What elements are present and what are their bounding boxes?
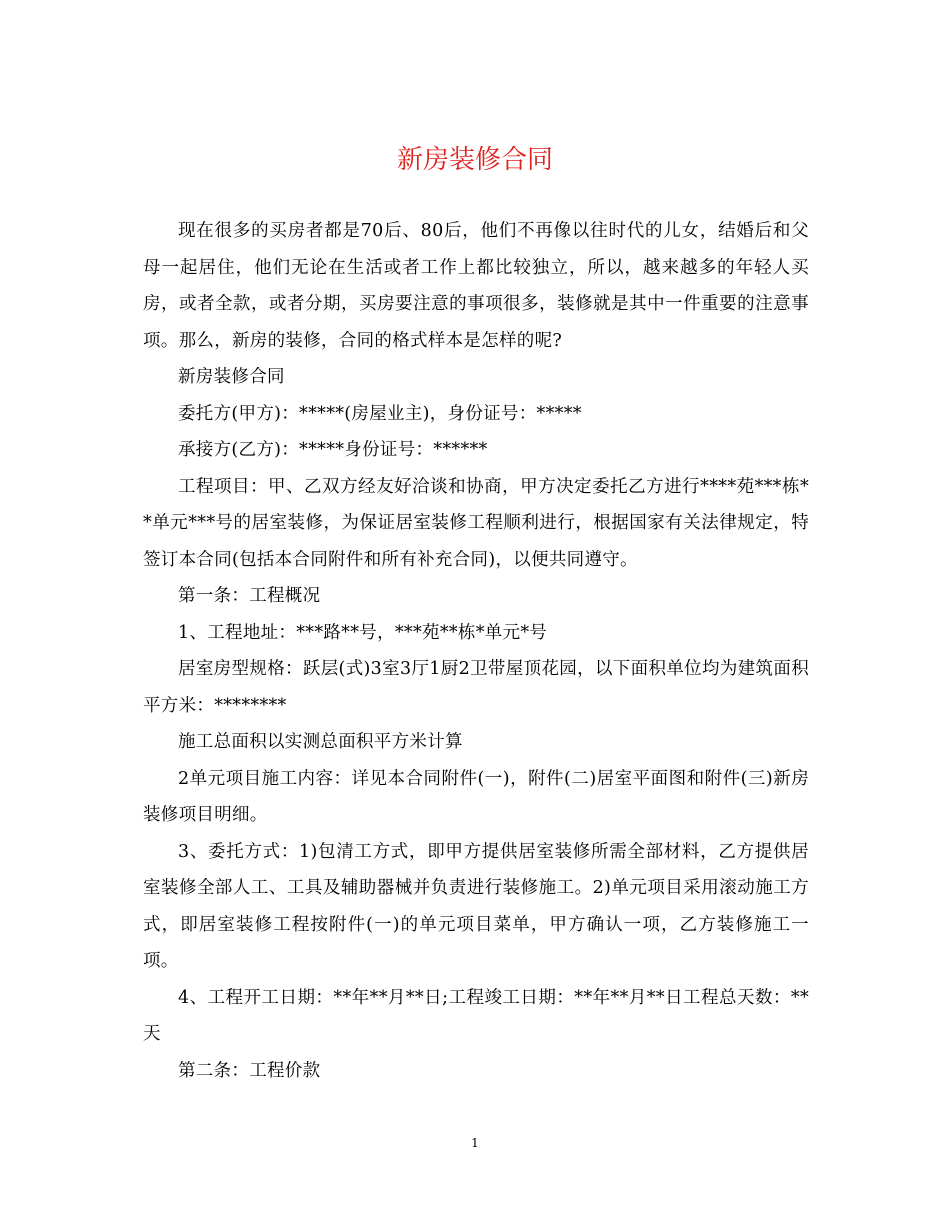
page-number: 1	[471, 1136, 479, 1150]
article-2-heading: 第二条：工程价款	[178, 1060, 321, 1081]
document-body	[143, 213, 809, 1089]
article-1-heading: 第一条：工程概况	[178, 586, 321, 606]
house-spec-paragraph: 居室房型规格：跃层(式)3室3厅1厨2卫带屋顶花园，以下面积单位均为建筑面积平方米：********	[143, 659, 809, 716]
project-paragraph: 工程项目：甲、乙双方经友好洽谈和协商，甲方决定委托乙方进行****苑***栋**单元***号的居室装修，为保证居室装修工程顺利进行，根据国家有关法律规定，特签订本合同(包括本合同附件和所有补充合同)，以便共同遵守。	[143, 476, 809, 570]
intro-paragraph: 现在很多的买房者都是70后、80后，他们不再像以往时代的儿女，结婚后和父母一起居住，他们无论在生活或者工作上都比较独立，所以，越来越多的年轻人买房，或者全款，或者分期，买房要注意的事项很多，装修就是其中一件重要的注意事项。那么，新房的装修，合同的格式样本是怎样的呢?	[143, 221, 809, 351]
commission-method-paragraph: 3、委托方式：1)包清工方式，即甲方提供居室装修所需全部材料，乙方提供居室装修全部人工、工具及辅助器械并负责进行装修施工。2)单元项目采用滚动施工方式，即居室装修工程按附件(一)的单元项目菜单，甲方确认一项，乙方装修施工一项。	[143, 841, 809, 971]
project-address-line: 1、工程地址：***路**号，***苑**栋*单元*号	[178, 622, 548, 643]
document-title: 新房装修合同	[396, 145, 553, 175]
schedule-paragraph: 4、工程开工日期：**年**月**日;工程竣工日期：**年**月**日工程总天数：**天	[143, 987, 809, 1044]
construction-area-line: 施工总面积以实测总面积平方米计算	[178, 732, 463, 752]
construction-content-paragraph: 2单元项目施工内容：详见本合同附件(一)，附件(二)居室平面图和附件(三)新房装修项目明细。	[143, 768, 809, 825]
party-a-line: 委托方(甲方)：*****(房屋业主)，身份证号：*****	[178, 403, 582, 424]
contract-heading: 新房装修合同	[178, 367, 285, 387]
party-b-line: 承接方(乙方)：*****身份证号：******	[178, 440, 488, 460]
